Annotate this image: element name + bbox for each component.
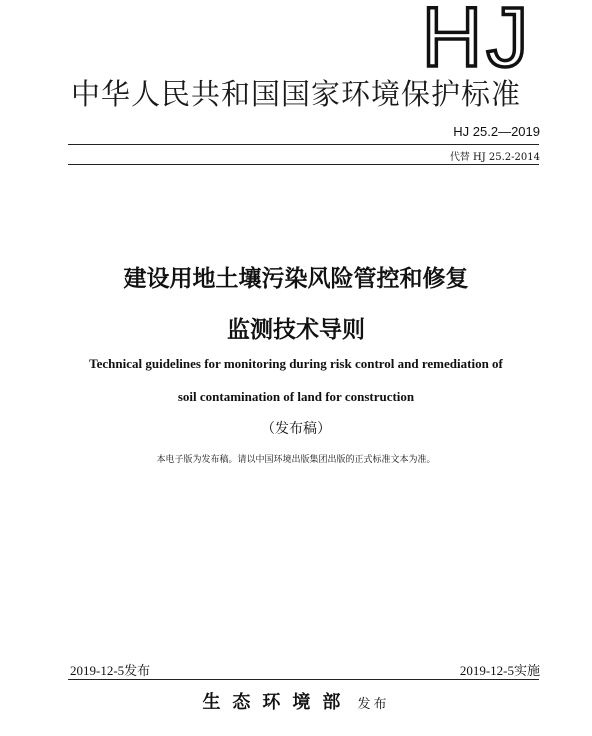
title-chinese-line-2: 监测技术导则 — [227, 317, 365, 343]
publisher — [0, 688, 592, 714]
hj-logo-text: HJ — [421, 0, 533, 74]
publisher-suffix: 发布 — [357, 697, 390, 712]
divider-bottom — [68, 679, 539, 680]
publisher-name: 生态环境部 — [202, 692, 353, 713]
draft-label: （发布稿） — [261, 421, 331, 437]
electronic-version-note: 本电子版为发布稿。请以中国环境出版集团出版的正式标准文本为准。 — [156, 455, 436, 465]
standard-number: HJ 25.2—2019 — [453, 124, 540, 139]
replaces-standard: 代替 HJ 25.2-2014 — [449, 152, 540, 163]
divider-middle — [68, 164, 539, 165]
issue-date: 2019-12-5发布 — [70, 663, 151, 678]
hj-logo — [410, 0, 545, 74]
agency-title: 中华人民共和国国家环境保护标准 — [70, 77, 521, 111]
title-english-line-1: Technical guidelines for monitoring during risk control and remediation of — [89, 356, 503, 371]
title-chinese-line-1: 建设用地土壤污染风险管控和修复 — [123, 266, 469, 292]
implementation-date: 2019-12-5实施 — [459, 663, 540, 678]
title-english-line-2: soil contamination of land for construction — [177, 389, 415, 404]
divider-top — [68, 144, 539, 145]
